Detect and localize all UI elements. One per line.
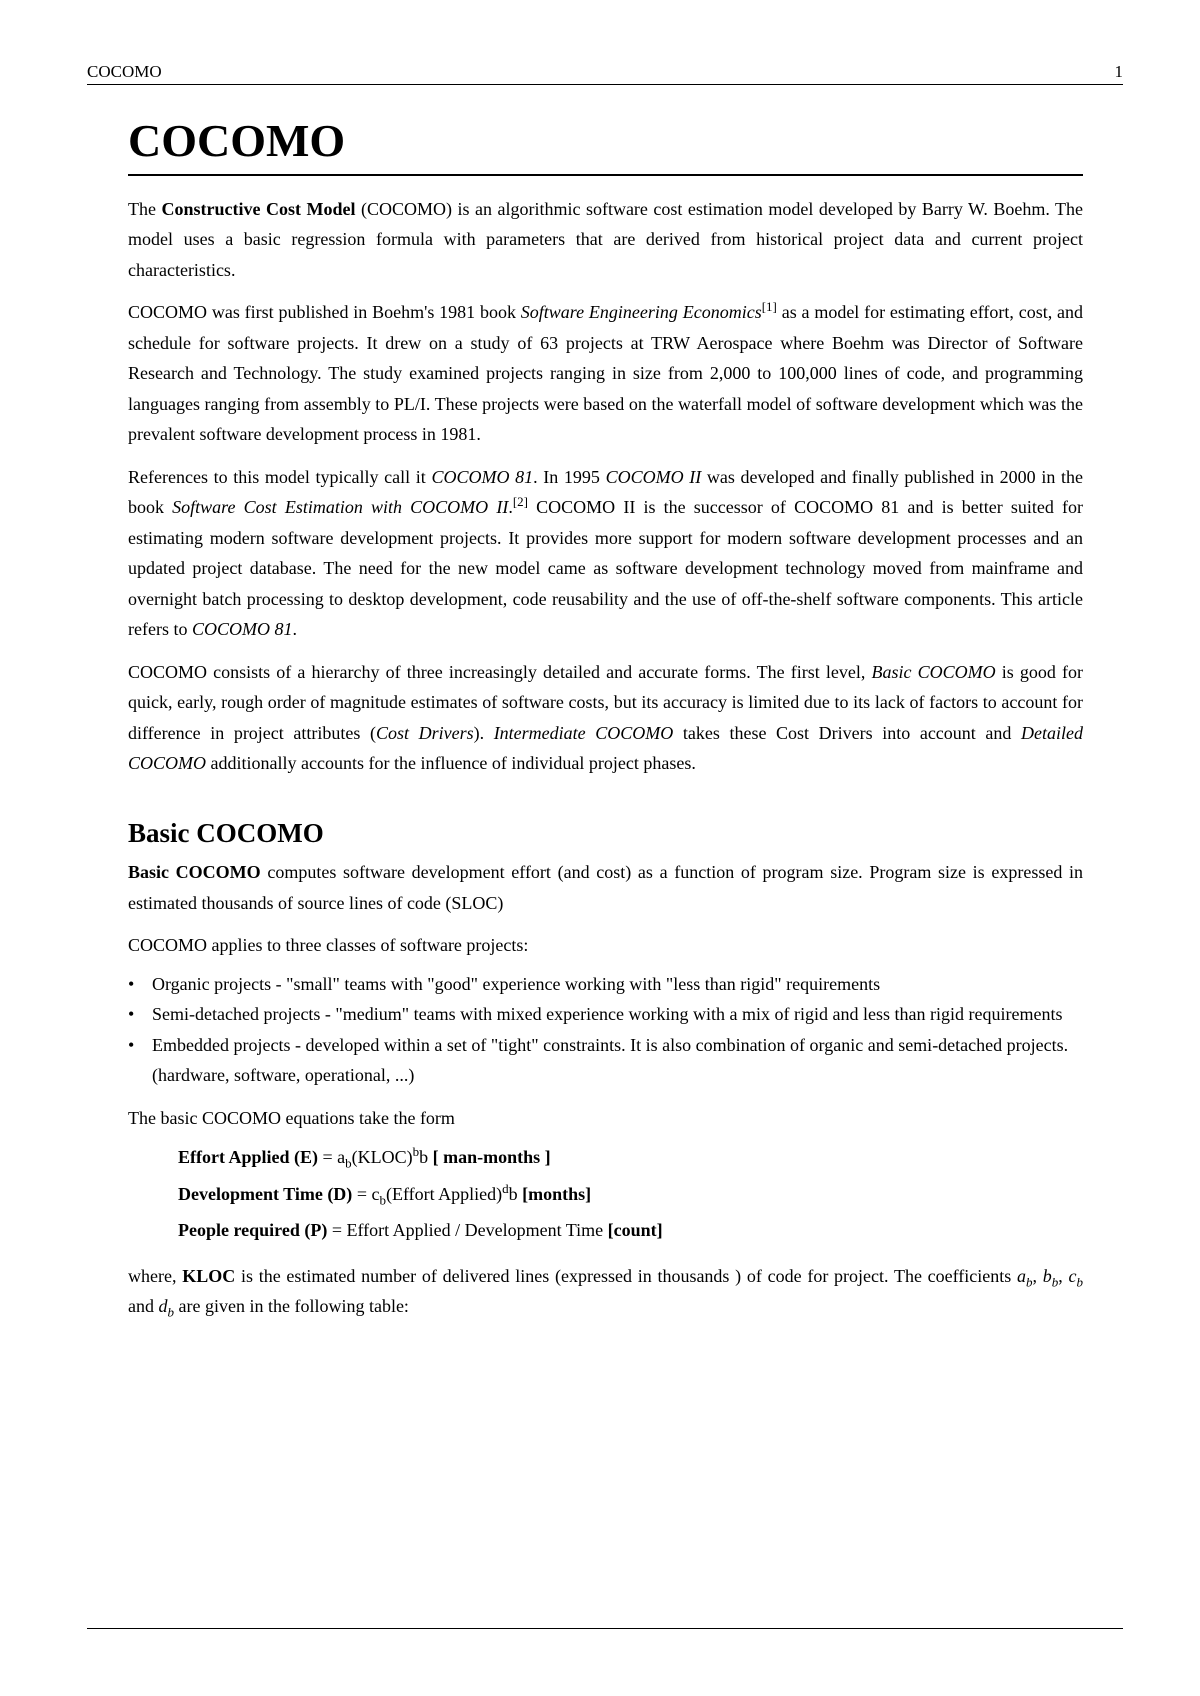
- equation-effort: Effort Applied $(E) = a_b(KLOC)^bb$ [ man-months ]: [178, 1144, 551, 1171]
- basic-paragraph-4: where, KLOC is the estimated number of delivered lines (expressed in thousands ) of code for project. The coefficients $a_b$, $b_b$, $c_b$ and $d_b$ are given in the following table:: [128, 1265, 1083, 1320]
- list-item: • Semi-detached projects - "medium" teams with mixed experience working with a mix of rigid and less than rigid requirements: [128, 999, 1083, 1030]
- equations-block: [178, 1139, 1083, 1249]
- citation-link-1[interactable]: [1]: [761, 299, 777, 315]
- intro-paragraph-3: References to this model typically call it COCOMO 81. In 1995 COCOMO II was developed and finally published in 2000 in the book Software Cost Estimation with COCOMO II.[2] COCOMO II is the successor of COCOMO 81 and is better suited for estimating modern software development projects. It provides more support for modern software development processes and an updated project database. The need for the new model came as software development technology moved from mainframe and overnight batch processing to desktop development, code reusability and the use of off-the-shelf software components. This article refers to COCOMO 81.: [128, 466, 1084, 640]
- intro-paragraph-2: COCOMO was first published in Boehm's 1981 book Software Engineering Economics[1] as a model for estimating effort, cost, and schedule for software projects. It drew on a study of 63 projects at TRW Aerospace where Boehm was Director of Software Research and Technology. The study examined projects ranging in size from 2,000 to 100,000 lines of code, and programming languages ranging from assembly to PL/I. These projects were based on the waterfall model of software development which was the prevalent software development process in 1981.: [128, 299, 1084, 445]
- project-classes-list: [128, 969, 1083, 1091]
- basic-paragraph-1: Basic COCOMO computes software development effort (and cost) as a function of program size. Program size is expressed in estimated thousands of source lines of code (SLOC): [128, 862, 1083, 913]
- equation-people-required: People required (P) = Effort Applied / Development Time [count]: [178, 1220, 663, 1241]
- page-number: 1: [1114, 62, 1123, 81]
- running-header-title: COCOMO: [87, 62, 162, 81]
- footer-rule: [87, 1628, 1123, 1629]
- book-title: Software Engineering Economics: [520, 302, 762, 323]
- section-heading-basic-cocomo: Basic COCOMO: [128, 817, 324, 848]
- book-title: Software Cost Estimation with COCOMO II: [172, 497, 509, 518]
- article-title: COCOMO: [128, 115, 1083, 176]
- list-item: • Organic projects - "small" teams with "good" experience working with "less than rigid" requirements: [128, 969, 1083, 1000]
- intro-paragraph-4: COCOMO consists of a hierarchy of three increasingly detailed and accurate forms. The first level, Basic COCOMO is good for quick, early, rough order of magnitude estimates of software costs, but its accuracy is limited due to its lack of factors to account for difference in project attributes (Cost Drivers). Intermediate COCOMO takes these Cost Drivers into account and Detailed COCOMO additionally accounts for the influence of individual project phases.: [128, 661, 1083, 774]
- citation-link-2[interactable]: [2]: [512, 494, 528, 510]
- intro-paragraph-1: The Constructive Cost Model (COCOMO) is an algorithmic software cost estimation model developed by Barry W. Boehm. The model uses a basic regression formula with parameters that are derived from historical project data and current project characteristics.: [128, 198, 1083, 280]
- basic-paragraph-3: The basic COCOMO equations take the form: [128, 1107, 455, 1128]
- list-item: • Embedded projects - developed within a set of "tight" constraints. It is also combination of organic and semi-detached projects.(hardware, software, operational, ...): [128, 1030, 1083, 1091]
- bold-term: Basic COCOMO: [128, 862, 261, 883]
- bold-term: Constructive Cost Model: [161, 198, 356, 219]
- equation-development-time: Development Time $(D) = c_b(Effort$ Applied)$^d$b [months]: [178, 1180, 592, 1208]
- bold-term: KLOC: [182, 1265, 236, 1286]
- running-header: [87, 58, 1123, 85]
- article-body: [128, 115, 1083, 1322]
- basic-paragraph-2: COCOMO applies to three classes of software projects:: [128, 935, 529, 956]
